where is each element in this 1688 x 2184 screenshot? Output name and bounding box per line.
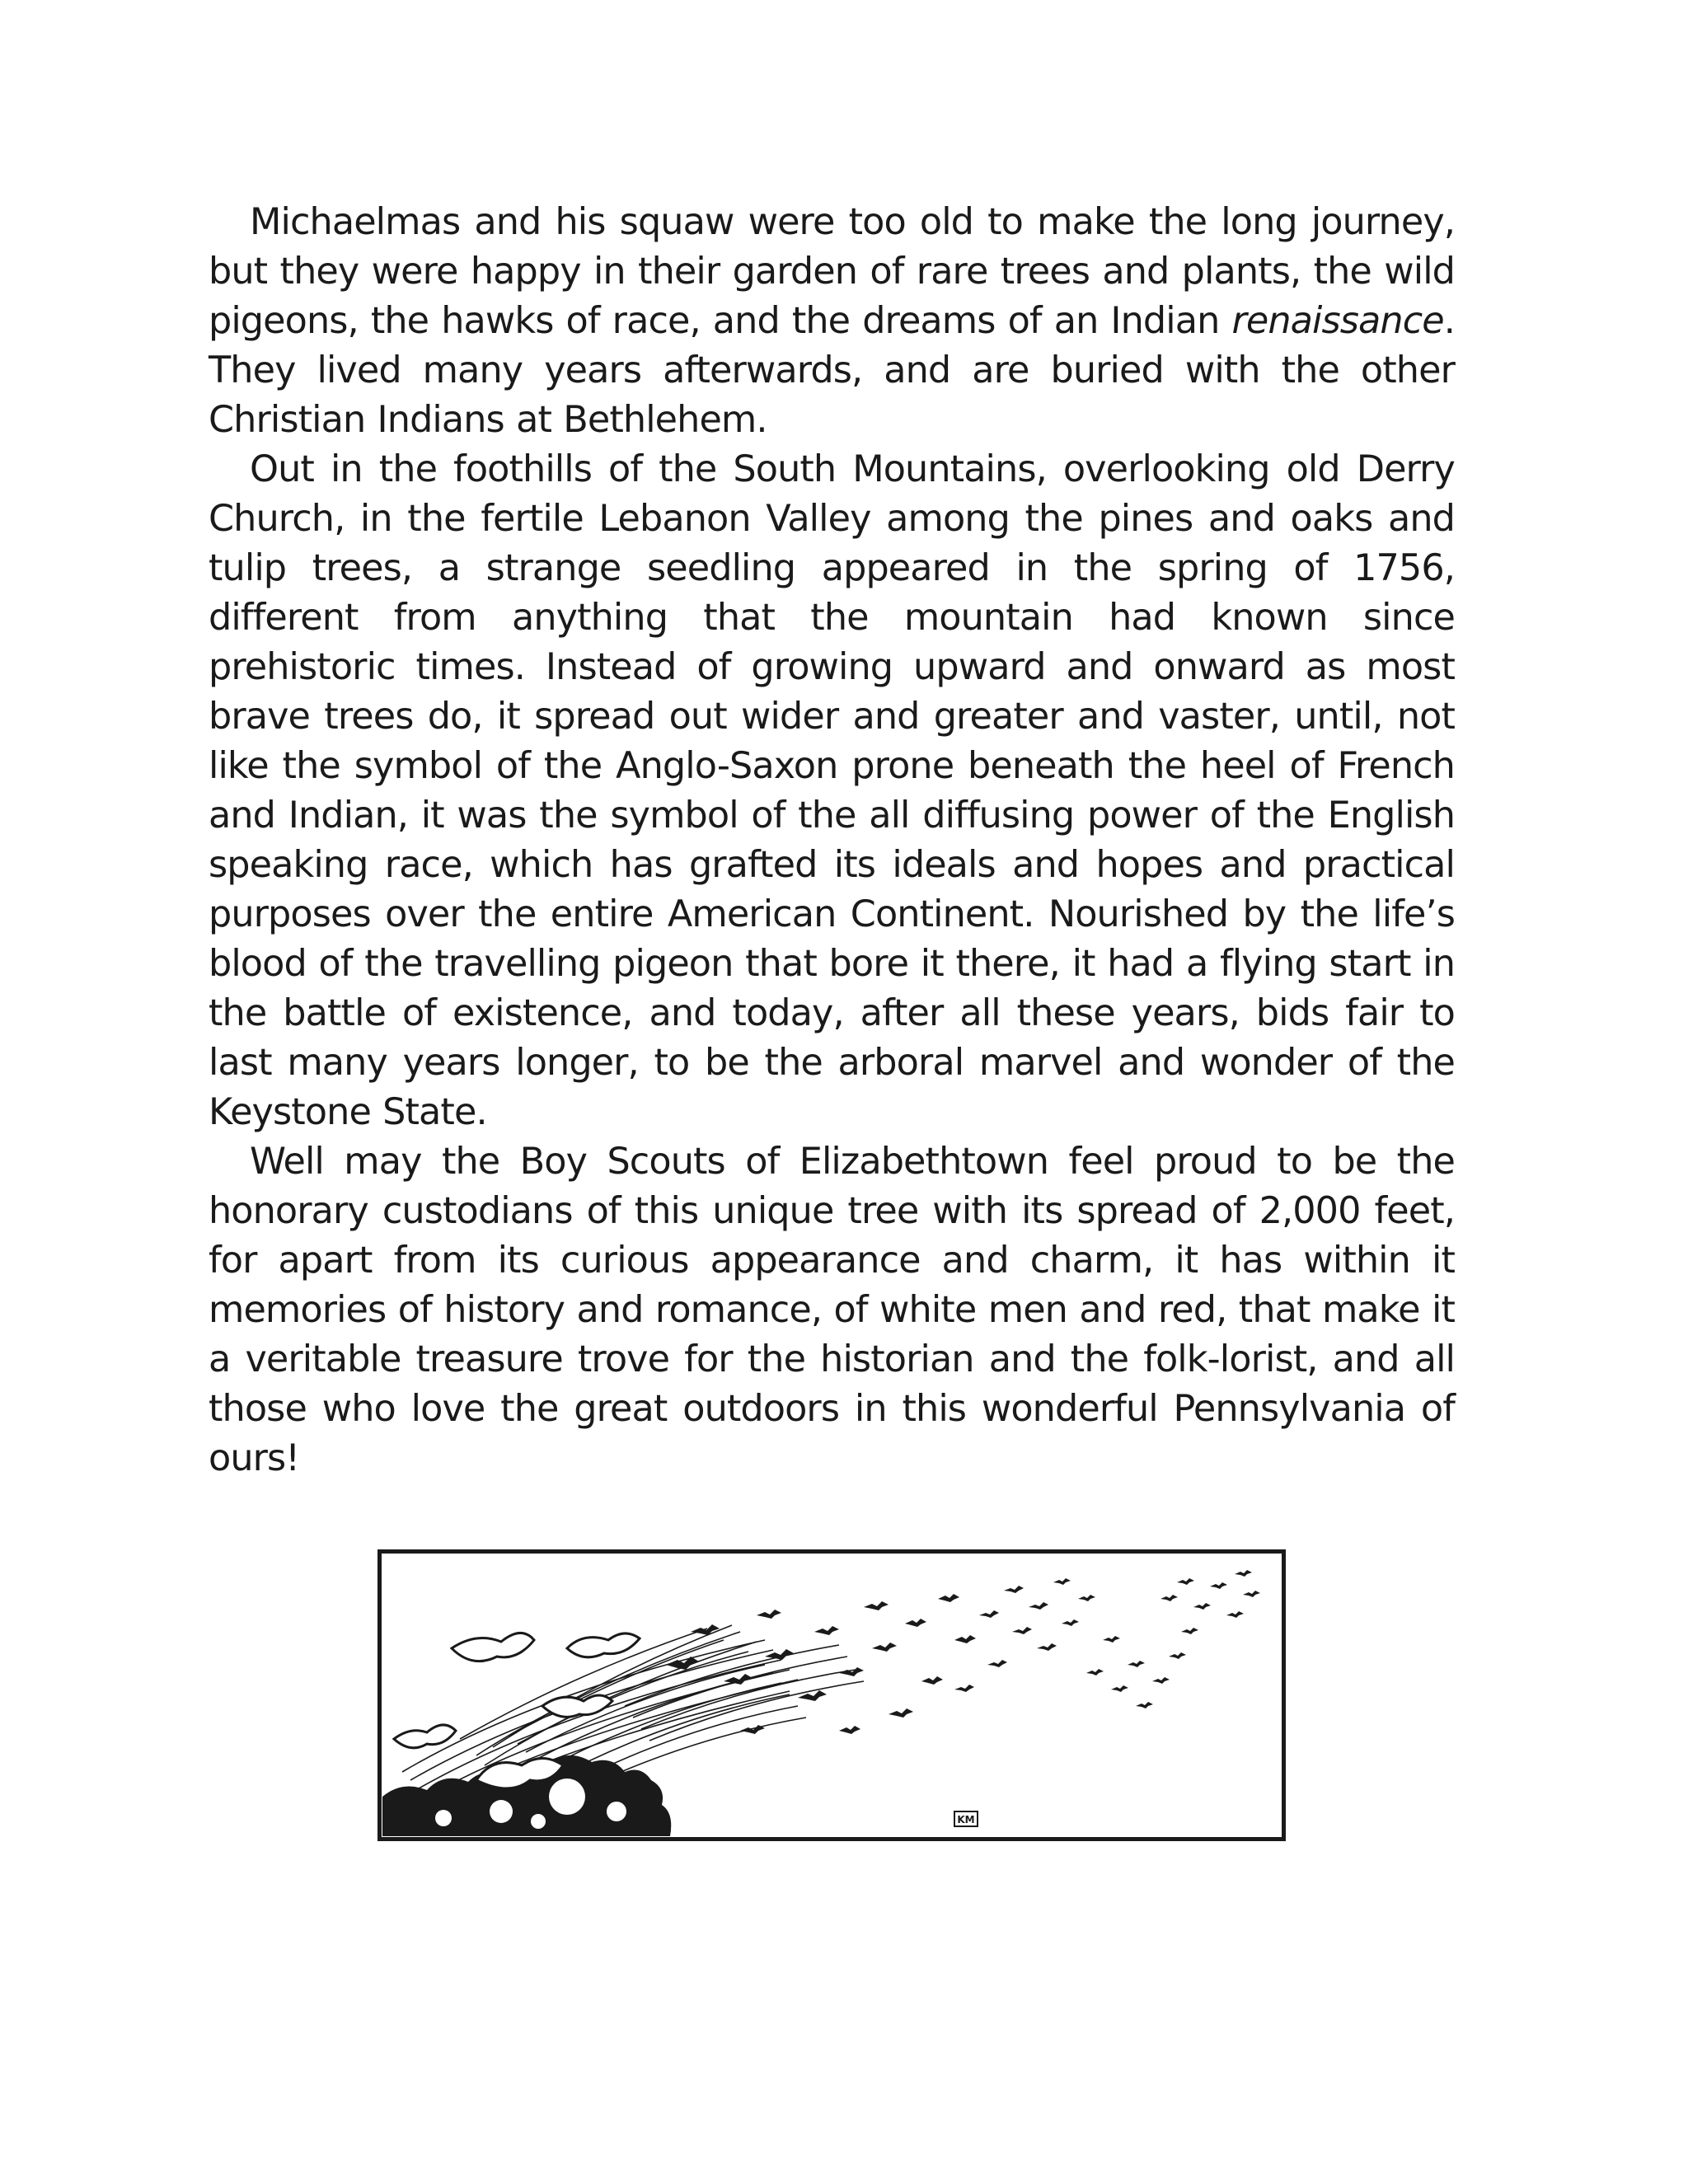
paragraph-3: Well may the Boy Scouts of Elizabethtown feel proud to be the honorary custodians of this unique tree with its spread of 2,000 feet, for apart from its curious appearance and charm, it has within it memories of history and romance, of white men and red, that make it a veritable treasure trove for the historian and the folk-lorist, and all those who love the great outdoors in this wonderful Pennsylvania of ours! [209,1141,1455,1479]
paragraph-1-text: Michaelmas and his squaw were too old to make the long journey, but they were happy in their garden of rare trees and plants, the wild pigeons, the hawks of race, and the dreams of an Indian [209,201,1455,342]
monogram-text: KM [957,1814,975,1825]
paragraph-1-text-end: . They lived many years afterwards, and are buried with the other Christian Indians at Bethlehem. [209,300,1455,441]
paragraph-1 [209,198,1455,445]
monogram-mark [954,1811,978,1826]
body-text [209,198,1455,1483]
italic-word: renaissance [1231,300,1444,342]
pigeon-flock-illustration [377,1549,1286,1841]
paragraph-2: Out in the foothills of the South Mountains, overlooking old Derry Church, in the fertile Lebanon Valley among the pines and oaks and tulip trees, a strange seedling appeared in the spring of 1756, different from anything that the mountain had known since prehistoric times. Instead of growing upward and onward as most brave trees do, it spread out wider and greater and vaster, until, not like the symbol of the Anglo-Saxon prone beneath the heel of French and Indian, it was the symbol of the all diffusing power of the English speaking race, which has grafted its ideals and hopes and practical purposes over the entire American Continent. Nourished by the life’s blood of the travelling pigeon that bore it there, it had a flying start in the battle of existence, and today, after all these years, bids fair to last many years longer, to be the arboral marvel and wonder of the Keystone State. [209,448,1455,1133]
